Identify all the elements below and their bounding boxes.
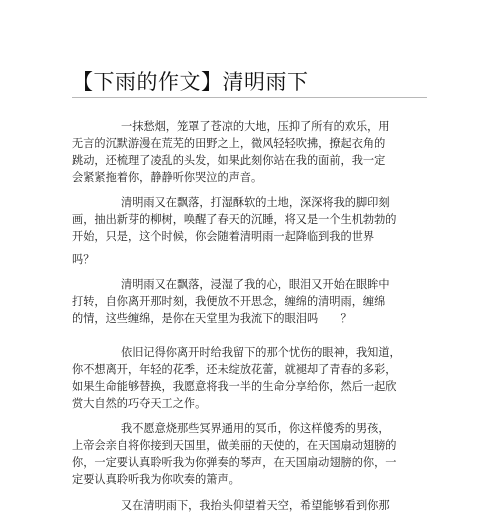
paragraph-line: 你不想离开，年轻的花季，还未绽放花蕾，就褪却了青春的多彩，: [72, 363, 397, 376]
paragraph-line: 又在清明雨下，我抬头仰望着天空，希望能够看到你那: [121, 499, 390, 512]
paragraph-line: 会紧紧拖着你，静静听你哭泣的声音。: [72, 171, 263, 184]
paragraph-line: 的情，这些缠绵，是你在天堂里为我流下的眼泪吗 ？: [72, 312, 352, 325]
paragraph-line: 跳动，还梳理了凌乱的头发，如果此刻你站在我的面前，我一定: [72, 154, 386, 167]
paragraph-line: 你，一定要认真聆听我为你弹奏的琴声，在天国扇动翅膀的你，一: [72, 456, 397, 469]
paragraph-line: 如果生命能够替换，我愿意将我一半的生命分享给你，然后一起欣: [72, 380, 397, 393]
paragraph-line: 一抹愁烟，笼罩了苍凉的大地，压抑了所有的欢乐，用: [121, 120, 390, 133]
title-divider: [72, 97, 427, 98]
paragraph-6: [72, 497, 432, 514]
paragraph-4: [72, 344, 432, 412]
paragraph-1: [72, 118, 432, 186]
paragraph-line: 吗？: [72, 253, 95, 266]
paragraph-line: 清明雨又在飘落，打湿酥软的土地，深深将我的脚印刻: [121, 196, 390, 209]
document-title: 【下雨的作文】清明雨下: [72, 70, 309, 94]
paragraph-line: 定要认真聆听我为你吹奏的箫声。: [72, 473, 240, 486]
paragraph-line: 打转，自你离开那时刻，我便放不开思念，缠绵的清明雨，缠绵: [72, 295, 386, 308]
paragraph-5: [72, 420, 432, 488]
paragraph-2: [72, 194, 432, 268]
paragraph-line: 无言的沉默游漫在荒芜的田野之上，微风轻轻吹拂，撩起衣角的: [72, 137, 386, 150]
paragraph-3: [72, 276, 432, 327]
paragraph-line: 上帝会亲自将你接到天国里，做美丽的天使的，在天国扇动翅膀的: [72, 439, 397, 452]
paragraph-line: 依旧记得你离开时给我留下的那个忧伤的眼神，我知道，: [121, 346, 401, 359]
paragraph-line: 赏大自然的巧夺天工之作。: [72, 397, 207, 410]
paragraph-line: 我不愿意烧那些冥界通用的冥币，你这样傻秀的男孩，: [121, 422, 390, 435]
paragraph-line: 开始，只是，这个时候，你会随着清明雨一起降临到我的世界: [72, 230, 375, 243]
paragraph-line: 清明雨又在飘落，浸湿了我的心，眼泪又开始在眼眸中: [121, 278, 390, 291]
paragraph-line: 画，抽出新芽的柳树，唤醒了春天的沉睡，将又是一个生机勃勃的: [72, 213, 397, 226]
